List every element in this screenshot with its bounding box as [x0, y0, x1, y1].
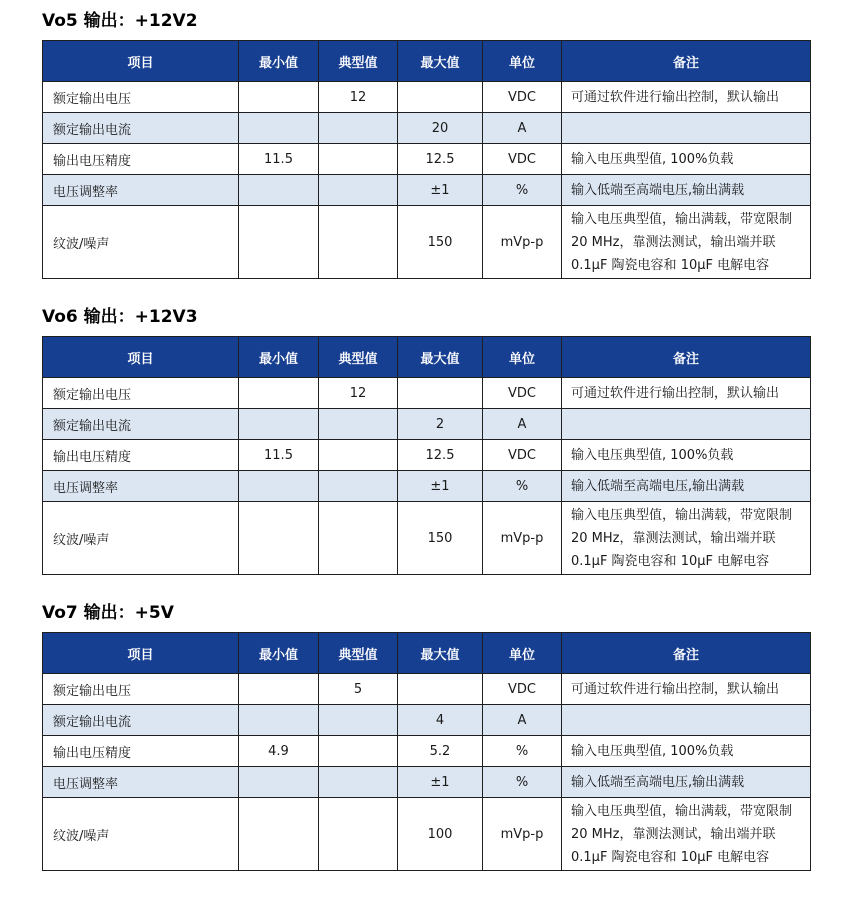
cell-item: 输出电压精度 [43, 144, 239, 175]
cell-unit: VDC [483, 144, 562, 175]
cell-note: 可通过软件进行输出控制，默认输出 [562, 82, 811, 113]
cell-typ [319, 144, 398, 175]
spec-table-vo7 [42, 632, 811, 871]
cell-min [239, 502, 319, 575]
cell-note: 可通过软件进行输出控制，默认输出 [562, 674, 811, 705]
cell-min [239, 767, 319, 798]
column-header-min: 最小值 [239, 41, 319, 82]
cell-max [398, 378, 483, 409]
cell-unit: mVp-p [483, 206, 562, 279]
cell-typ [319, 440, 398, 471]
cell-min [239, 113, 319, 144]
cell-min [239, 705, 319, 736]
cell-item: 纹波/噪声 [43, 798, 239, 871]
table-row [43, 705, 811, 736]
cell-note: 输入电压典型值，输出满载，带宽限制 20 MHz，靠测法测试，输出端并联 0.1μF 陶瓷电容和 10μF 电解电容 [562, 798, 811, 871]
cell-max: 12.5 [398, 440, 483, 471]
cell-min: 11.5 [239, 144, 319, 175]
cell-item: 额定输出电流 [43, 409, 239, 440]
table-row [43, 674, 811, 705]
cell-item: 电压调整率 [43, 767, 239, 798]
table-row [43, 471, 811, 502]
cell-max: 5.2 [398, 736, 483, 767]
cell-item: 额定输出电压 [43, 82, 239, 113]
cell-unit: mVp-p [483, 502, 562, 575]
table-row [43, 409, 811, 440]
column-header-max: 最大值 [398, 337, 483, 378]
cell-unit: VDC [483, 82, 562, 113]
cell-note: 输入电压典型值, 100%负载 [562, 144, 811, 175]
cell-max: ±1 [398, 767, 483, 798]
cell-typ [319, 175, 398, 206]
cell-max: 2 [398, 409, 483, 440]
cell-typ [319, 705, 398, 736]
column-header-max: 最大值 [398, 41, 483, 82]
cell-min [239, 409, 319, 440]
cell-item: 额定输出电流 [43, 705, 239, 736]
cell-unit: A [483, 409, 562, 440]
cell-unit: % [483, 471, 562, 502]
column-header-note: 备注 [562, 41, 811, 82]
cell-note: 输入电压典型值，输出满载，带宽限制 20 MHz，靠测法测试，输出端并联 0.1μF 陶瓷电容和 10μF 电解电容 [562, 502, 811, 575]
table-row [43, 113, 811, 144]
column-header-item: 项目 [43, 633, 239, 674]
cell-typ [319, 767, 398, 798]
cell-note: 输入电压典型值, 100%负载 [562, 440, 811, 471]
cell-typ [319, 409, 398, 440]
cell-min: 11.5 [239, 440, 319, 471]
column-header-item: 项目 [43, 41, 239, 82]
cell-unit: % [483, 767, 562, 798]
column-header-typ: 典型值 [319, 41, 398, 82]
column-header-typ: 典型值 [319, 337, 398, 378]
cell-unit: VDC [483, 674, 562, 705]
cell-unit: mVp-p [483, 798, 562, 871]
cell-typ: 5 [319, 674, 398, 705]
cell-typ [319, 113, 398, 144]
cell-item: 额定输出电压 [43, 674, 239, 705]
cell-max: 20 [398, 113, 483, 144]
cell-min [239, 471, 319, 502]
table-row [43, 144, 811, 175]
table-row [43, 440, 811, 471]
column-header-note: 备注 [562, 337, 811, 378]
cell-min [239, 206, 319, 279]
cell-typ [319, 471, 398, 502]
column-header-max: 最大值 [398, 633, 483, 674]
cell-typ [319, 736, 398, 767]
cell-note: 输入低端至高端电压,输出满载 [562, 175, 811, 206]
cell-item: 电压调整率 [43, 175, 239, 206]
table-row [43, 378, 811, 409]
table-row [43, 767, 811, 798]
cell-note [562, 113, 811, 144]
cell-min: 4.9 [239, 736, 319, 767]
cell-typ [319, 798, 398, 871]
cell-min [239, 798, 319, 871]
section-title-vo7: Vo7 输出：+5V [42, 603, 174, 623]
cell-typ [319, 206, 398, 279]
cell-item: 输出电压精度 [43, 440, 239, 471]
table-header-row [43, 337, 811, 378]
table-row [43, 502, 811, 575]
cell-unit: % [483, 175, 562, 206]
cell-unit: % [483, 736, 562, 767]
cell-item: 额定输出电流 [43, 113, 239, 144]
cell-max: 100 [398, 798, 483, 871]
cell-max [398, 82, 483, 113]
cell-typ: 12 [319, 378, 398, 409]
cell-max: 4 [398, 705, 483, 736]
table-row [43, 798, 811, 871]
cell-item: 电压调整率 [43, 471, 239, 502]
cell-min [239, 674, 319, 705]
column-header-item: 项目 [43, 337, 239, 378]
table-row [43, 82, 811, 113]
cell-note [562, 409, 811, 440]
cell-note: 可通过软件进行输出控制，默认输出 [562, 378, 811, 409]
cell-min [239, 175, 319, 206]
table-header-row [43, 633, 811, 674]
cell-item: 纹波/噪声 [43, 502, 239, 575]
spec-table-vo6 [42, 336, 811, 575]
cell-unit: A [483, 113, 562, 144]
cell-max: 12.5 [398, 144, 483, 175]
table-row [43, 736, 811, 767]
cell-note: 输入低端至高端电压,输出满载 [562, 767, 811, 798]
spec-table-vo5 [42, 40, 811, 279]
cell-max [398, 674, 483, 705]
cell-note: 输入电压典型值，输出满载，带宽限制 20 MHz，靠测法测试，输出端并联 0.1μF 陶瓷电容和 10μF 电解电容 [562, 206, 811, 279]
table-row [43, 206, 811, 279]
cell-min [239, 82, 319, 113]
column-header-typ: 典型值 [319, 633, 398, 674]
cell-note [562, 705, 811, 736]
cell-min [239, 378, 319, 409]
table-row [43, 175, 811, 206]
column-header-min: 最小值 [239, 337, 319, 378]
column-header-unit: 单位 [483, 633, 562, 674]
cell-unit: A [483, 705, 562, 736]
column-header-min: 最小值 [239, 633, 319, 674]
column-header-note: 备注 [562, 633, 811, 674]
cell-typ: 12 [319, 82, 398, 113]
cell-max: 150 [398, 502, 483, 575]
cell-unit: VDC [483, 378, 562, 409]
cell-max: ±1 [398, 175, 483, 206]
cell-note: 输入电压典型值, 100%负载 [562, 736, 811, 767]
cell-note: 输入低端至高端电压,输出满载 [562, 471, 811, 502]
cell-item: 输出电压精度 [43, 736, 239, 767]
column-header-unit: 单位 [483, 41, 562, 82]
cell-item: 纹波/噪声 [43, 206, 239, 279]
table-header-row [43, 41, 811, 82]
cell-max: ±1 [398, 471, 483, 502]
section-title-vo6: Vo6 输出：+12V3 [42, 307, 198, 327]
section-title-vo5: Vo5 输出：+12V2 [42, 11, 198, 31]
cell-unit: VDC [483, 440, 562, 471]
cell-max: 150 [398, 206, 483, 279]
cell-typ [319, 502, 398, 575]
cell-item: 额定输出电压 [43, 378, 239, 409]
column-header-unit: 单位 [483, 337, 562, 378]
